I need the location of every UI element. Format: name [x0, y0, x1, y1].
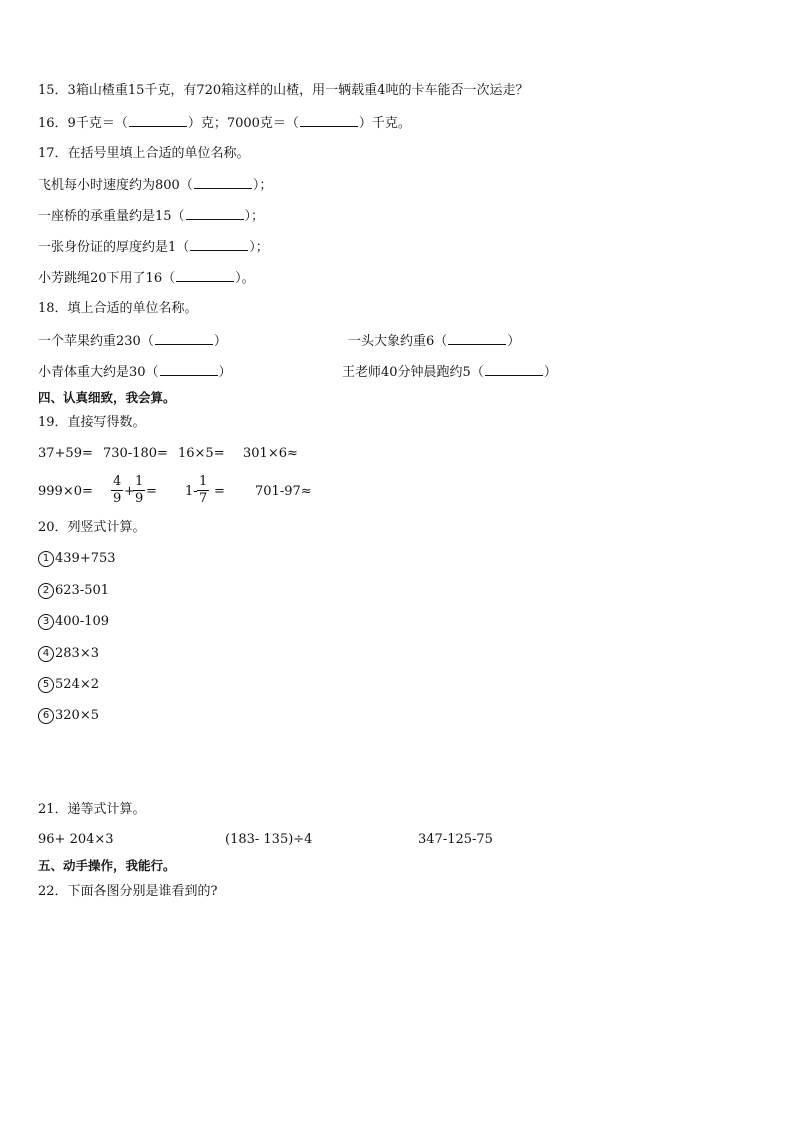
- q21-expr: 96+ 204×3: [38, 832, 114, 847]
- fraction: [197, 474, 209, 507]
- question-20-title: 20．列竖式计算。: [38, 520, 146, 535]
- q18-item-text: ）: [507, 334, 521, 349]
- question-16: [38, 114, 411, 133]
- q19-expr: 37+59=: [38, 446, 93, 461]
- q19-expr: 999×0=: [38, 484, 93, 499]
- q20-expr: 400-109: [55, 614, 110, 629]
- section-4-heading: 四、认真细致，我会算。: [38, 390, 176, 405]
- fraction-numerator: 1: [135, 474, 144, 489]
- q18-item-text: ）: [218, 365, 232, 380]
- q17-item-text: 一张身份证的厚度约是1（: [38, 240, 190, 255]
- section-5-heading: 五、动手操作，我能行。: [38, 858, 176, 873]
- q18-item-text: 小青体重大约是30（: [38, 365, 159, 380]
- q19-expr: 1-: [185, 484, 198, 499]
- q20-item: [38, 613, 109, 631]
- circled-number-icon: 3: [38, 614, 54, 630]
- q16-text-b: ）克；7000克＝（: [187, 116, 299, 131]
- q17-item: [38, 269, 255, 288]
- fraction-denominator: 9: [135, 491, 144, 506]
- answer-blank[interactable]: [190, 238, 248, 251]
- q17-item-text: 一座桥的承重量约是15（: [38, 209, 185, 224]
- q20-item: [38, 645, 99, 663]
- q20-expr: 283×3: [55, 646, 99, 661]
- q20-expr: 439+753: [55, 551, 116, 566]
- circled-number-icon: 6: [38, 708, 54, 724]
- answer-blank[interactable]: [160, 363, 218, 376]
- circled-number-icon: 2: [38, 583, 54, 599]
- q17-item-text: ）；: [249, 240, 269, 255]
- q19-expr: 16×5=: [178, 446, 225, 461]
- q17-item: [38, 238, 269, 257]
- q18-item-text: 一个苹果约重230（: [38, 334, 154, 349]
- q20-expr: 320×5: [55, 708, 99, 723]
- q18-item-text: 一头大象约重6（: [348, 334, 448, 349]
- plus-sign: +: [124, 484, 135, 499]
- q16-text-a: 16．9千克＝（: [38, 116, 128, 131]
- q19-expr: 701-97≈: [255, 484, 312, 499]
- fraction: [111, 474, 123, 507]
- answer-blank[interactable]: [155, 332, 213, 345]
- q17-item-text: ）；: [252, 178, 273, 193]
- question-21-title: 21．递等式计算。: [38, 802, 146, 817]
- q20-expr: 623-501: [55, 583, 110, 598]
- question-19-title: 19．直接写得数。: [38, 415, 146, 430]
- q18-item-text: ）: [543, 365, 557, 380]
- question-17-title: 17．在括号里填上合适的单位名称。: [38, 146, 250, 161]
- equals-sign: =: [146, 484, 157, 499]
- circled-number-icon: 1: [38, 551, 54, 567]
- fraction-numerator: 4: [113, 474, 122, 489]
- q20-item: [38, 676, 99, 694]
- q18-item: [348, 332, 520, 351]
- question-18-title: 18．填上合适的单位名称。: [38, 301, 198, 316]
- q19-expr: 730-180=: [103, 446, 168, 461]
- equals-sign: =: [214, 484, 225, 499]
- q18-item: [342, 363, 557, 382]
- q17-item: [38, 207, 264, 226]
- q17-item-text: ）。: [235, 271, 255, 286]
- answer-blank[interactable]: [194, 176, 252, 189]
- answer-blank[interactable]: [186, 207, 244, 220]
- q18-item-text: 王老师40分钟晨跑约5（: [342, 365, 484, 380]
- q20-item: [38, 707, 99, 725]
- q17-item-text: 小芳跳绳20下用了16（: [38, 271, 176, 286]
- answer-blank[interactable]: [485, 363, 543, 376]
- q16-text-c: ）千克。: [358, 116, 411, 131]
- q18-item-text: ）: [213, 334, 227, 349]
- question-15: 15．3箱山楂重15千克，有720箱这样的山楂，用一辆载重4吨的卡车能否一次运走？: [38, 83, 529, 98]
- fraction-denominator: 9: [113, 491, 122, 506]
- q17-item: [38, 176, 272, 195]
- circled-number-icon: 4: [38, 646, 54, 662]
- fraction-numerator: 1: [199, 474, 208, 489]
- q17-item-text: ）；: [244, 209, 265, 224]
- q21-expr: 347-125-75: [418, 832, 493, 847]
- answer-blank[interactable]: [448, 332, 506, 345]
- q19-expr: 301×6≈: [243, 446, 298, 461]
- fraction-denominator: 7: [199, 491, 208, 506]
- q20-item: [38, 550, 116, 568]
- q18-item: [38, 332, 227, 351]
- fraction: [133, 474, 145, 507]
- answer-blank[interactable]: [129, 114, 187, 127]
- answer-blank[interactable]: [300, 114, 358, 127]
- q20-expr: 524×2: [55, 677, 99, 692]
- q17-item-text: 飞机每小时速度约为800（: [38, 178, 193, 193]
- q18-item: [38, 363, 232, 382]
- answer-blank[interactable]: [176, 269, 234, 282]
- question-22: 22．下面各图分别是谁看到的?: [38, 884, 218, 899]
- q21-expr: (183- 135)÷4: [225, 832, 313, 847]
- q20-item: [38, 582, 109, 600]
- circled-number-icon: 5: [38, 677, 54, 693]
